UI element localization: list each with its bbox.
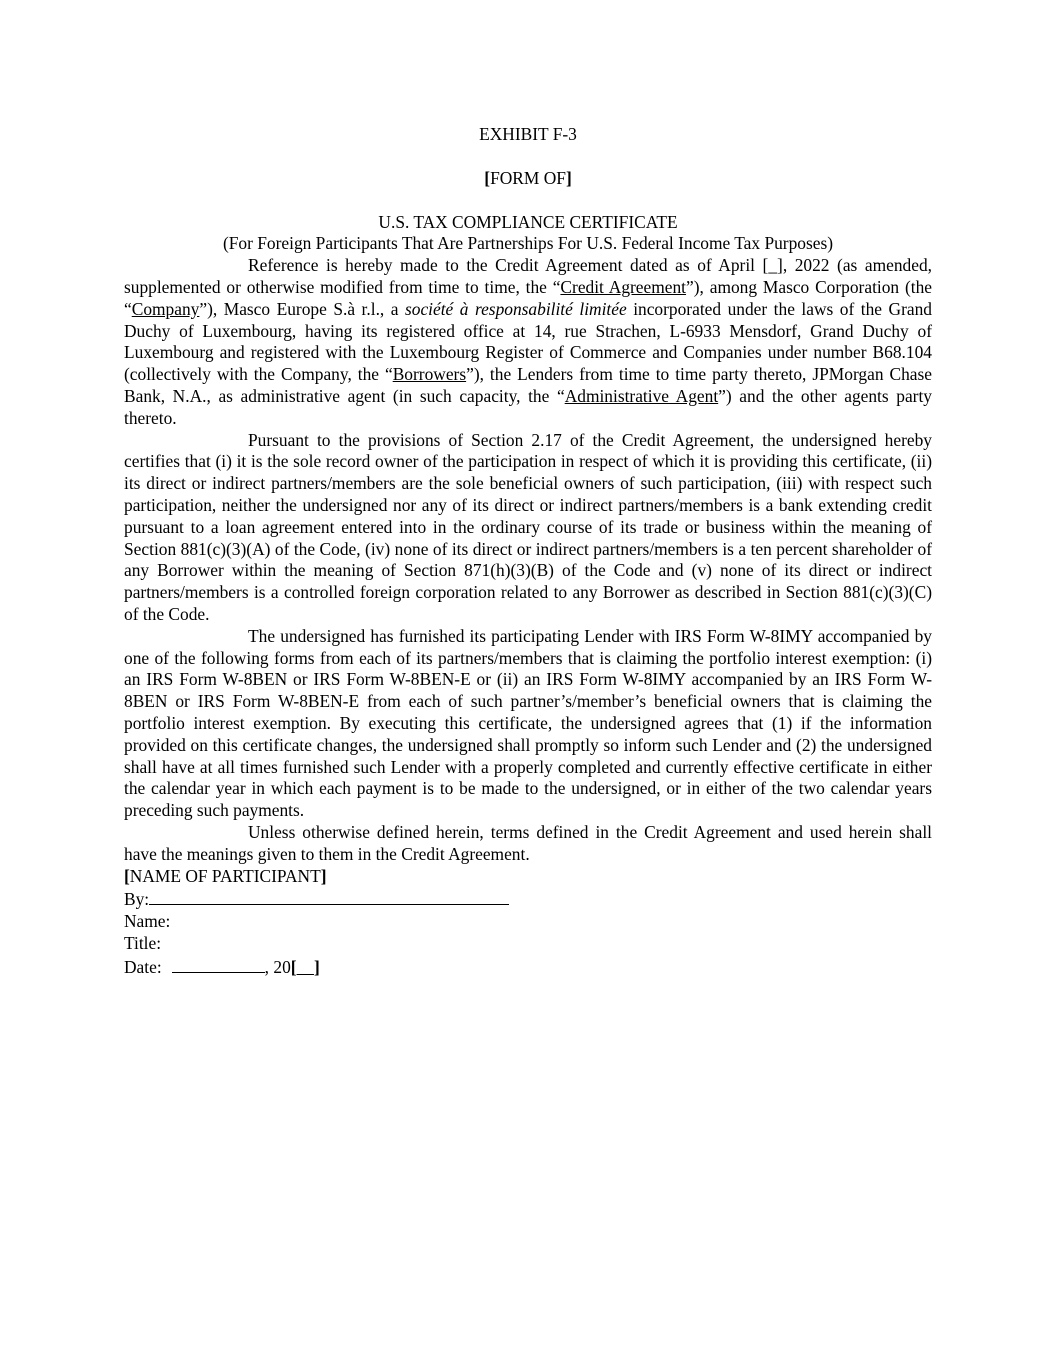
defined-term-credit-agreement: Credit Agreement: [560, 276, 687, 297]
form-of-heading: [124, 168, 932, 190]
signature-blank[interactable]: [149, 887, 509, 905]
paragraph-text: ”), among Masco Corporation (the “: [124, 276, 932, 319]
paragraph-text: incorporated under the laws of the Grand Duchy of Luxembourg, having its registered office at 14, rue Strachen, L-6933 Mensdorf, Grand Duchy of Luxembourg and registered with the Luxembourg Register of Commerce and Companies under number B68.104 (collectively with the Company, the “: [124, 298, 932, 385]
certificate-title: U.S. TAX COMPLIANCE CERTIFICATE: [378, 211, 678, 232]
year-blank[interactable]: [297, 957, 314, 977]
name-label: Name:: [124, 911, 171, 932]
certificate-subtitle: (For Foreign Participants That Are Partnerships For U.S. Federal Income Tax Purposes): [222, 233, 834, 254]
defined-term-borrowers: Borrowers: [392, 364, 467, 385]
paragraph-forms: The undersigned has furnished its participating Lender with IRS Form W-8IMY accompanied by one of the following forms from each of its partners/members that is claiming the portfolio interest exemption: (i) an IRS Form W-8BEN or IRS Form W-8BEN-E or (ii) an IRS Form W-8IMY accompanied by an IRS Form W-8BEN or IRS Form W-8BEN-E from each of such partner’s/member’s beneficial owners that is claiming the portfolio interest exemption. By executing this certificate, the undersigned agrees that (1) if the information provided on this certificate changes, the undersigned shall promptly so inform such Lender and (2) the undersigned shall have at all times furnished such Lender with a properly completed and currently effective certificate in either the calendar year in which each payment is to be made to the undersigned, or in either of the two calendar years preceding such payments.: [124, 625, 932, 821]
date-separator: , 20: [264, 956, 291, 977]
bracket-close: ]: [313, 956, 320, 977]
bracket-close: ]: [320, 865, 327, 886]
form-of-text: FORM OF: [490, 167, 566, 188]
date-label: Date:: [124, 956, 162, 977]
bracket-close: ]: [565, 167, 572, 188]
paragraph-text: ”), Masco Europe S.à r.l., a: [199, 298, 405, 319]
bracket-open: [: [124, 865, 130, 886]
italic-entity-type: société à responsabilité limitée: [404, 298, 627, 319]
exhibit-heading: EXHIBIT F-3: [479, 124, 577, 144]
paragraph-definitions: Unless otherwise defined herein, terms defined in the Credit Agreement and used herein shall have the meanings given to them in the Credit Agreement.: [124, 821, 932, 864]
paragraph-text: ”) and the other agents party thereto.: [124, 385, 932, 428]
defined-term-company: Company: [131, 298, 200, 319]
participant-name-line: [124, 866, 932, 888]
paragraph-reference: [124, 255, 932, 429]
by-label: By:: [124, 889, 150, 910]
paragraph-text: ”), the Lenders from time to time party thereto, JPMorgan Chase Bank, N.A., as administrative agent (in such capacity, the “: [124, 364, 933, 406]
date-blank[interactable]: [172, 955, 265, 973]
paragraph-text: Reference is hereby made to the Credit Agreement dated as of April [_], 2022 (as amended, supplemented or otherwise modified from time to time, the “: [124, 255, 932, 297]
paragraph-certification: Pursuant to the provisions of Section 2.17 of the Credit Agreement, the undersigned hereby certifies that (i) it is the sole record owner of the participation in respect of which it is providing this certificate, (ii) its direct or indirect partners/members are the sole beneficial owners of such participation, (iii) with respect such participation, neither the undersigned nor any of its direct or indirect partners/members is a bank extending credit pursuant to a loan agreement entered into in the ordinary course of its trade or business within the meaning of Section 881(c)(3)(A) of the Code, (iv) none of its direct or indirect partners/members is a ten percent shareholder of any Borrower within the meaning of Section 871(h)(3)(B) of the Code and (v) none of its direct or indirect partners/members is a controlled foreign corporation related to any Borrower as described in Section 881(c)(3)(C) of the Code.: [124, 429, 932, 624]
signature-block: [124, 866, 932, 979]
participant-placeholder: NAME OF PARTICIPANT: [129, 865, 321, 886]
date-line: [124, 955, 932, 979]
by-line: [124, 887, 932, 911]
title-label: Title:: [124, 932, 162, 953]
document-page: [124, 124, 932, 978]
bracket-open: [: [484, 167, 491, 188]
defined-term-administrative-agent: Administrative Agent: [564, 385, 719, 406]
bracket-open: [: [290, 956, 297, 977]
